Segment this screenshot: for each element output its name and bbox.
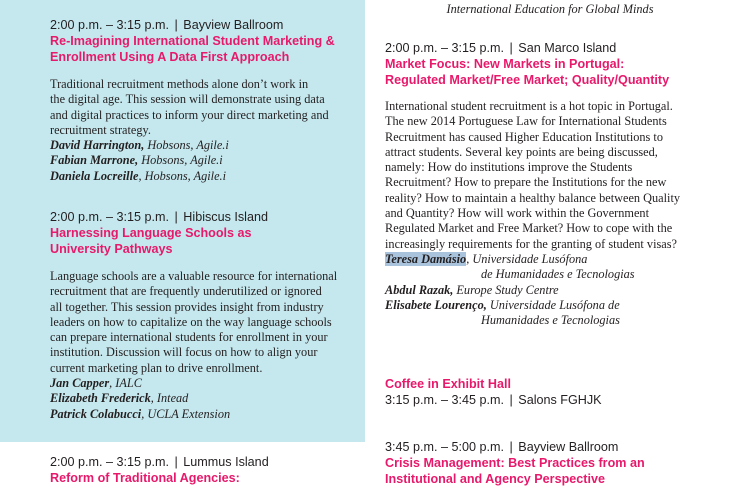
session-description xyxy=(385,99,715,252)
speaker-name: Fabian Marrone, xyxy=(50,153,139,168)
speaker-org: , Universidade Lusófona xyxy=(466,251,588,266)
break-block xyxy=(385,376,715,408)
speaker-org-continued: de Humanidades e Tecnologias xyxy=(481,267,635,282)
session-title-line: Institutional and Agency Perspective xyxy=(385,472,605,486)
speaker xyxy=(50,153,355,168)
description-line: The new 2014 Portuguese Law for International Students xyxy=(385,114,667,129)
speaker-list xyxy=(50,138,355,184)
description-line: namely: How do institutions improve the Students xyxy=(385,160,633,175)
session-location: Hibiscus Island xyxy=(183,210,268,224)
session-title-line: University Pathways xyxy=(50,242,173,256)
description-line: institution. Discussion will focus on how to align your xyxy=(50,345,318,360)
speaker-org: , Hobsons, Agile.i xyxy=(138,168,227,183)
speaker-org: Universidade Lusófona de xyxy=(486,297,620,312)
speaker xyxy=(50,407,355,422)
session-time: 2:00 p.m. – 3:15 p.m. xyxy=(385,41,505,55)
session-time-location xyxy=(385,40,715,56)
session-title xyxy=(50,470,355,486)
session-location: Bayview Ballroom xyxy=(518,440,619,454)
speaker-list xyxy=(50,376,355,422)
session-time-location xyxy=(50,454,355,470)
speaker-org: Hobsons, Agile.i xyxy=(144,138,229,153)
session-time: 2:00 p.m. – 3:15 p.m. xyxy=(50,455,170,469)
description-line: Regulated Market and Free Market? How to cope with the xyxy=(385,221,673,236)
speaker xyxy=(50,169,355,184)
speaker-name: Jan Capper xyxy=(50,376,110,391)
speaker-name-highlighted[interactable]: Teresa Damásio xyxy=(385,251,467,266)
session-title-line: Regulated Market/Free Market; Quality/Quantity xyxy=(385,73,670,87)
session-description xyxy=(50,77,355,138)
description-line: leaders on how to capitalize on the way language schools xyxy=(50,314,332,329)
speaker-list xyxy=(385,252,715,328)
speaker-name: Elizabeth Frederick xyxy=(50,391,151,406)
description-line: and Quantity? How will work within the Government xyxy=(385,206,649,221)
speaker xyxy=(385,252,715,267)
break-title: Coffee in Exhibit Hall xyxy=(385,377,511,391)
session-description xyxy=(50,269,355,376)
break-time: 3:15 p.m. – 3:45 p.m. xyxy=(385,393,505,407)
description-line: Recruitment has caused Higher Education Institutions to xyxy=(385,129,663,144)
session-title-line: Crisis Management: Best Practices from an xyxy=(385,456,645,470)
speaker-org: , Intead xyxy=(150,391,189,406)
description-line: all together. This session provides insight from industry xyxy=(50,299,324,314)
speaker xyxy=(385,298,715,313)
session-block xyxy=(385,40,715,328)
speaker-name: Abdul Razak, xyxy=(385,282,454,297)
description-line: recruitment strategy. xyxy=(50,122,151,137)
session-time: 2:00 p.m. – 3:15 p.m. xyxy=(50,18,170,32)
speaker xyxy=(385,283,715,298)
description-line: Traditional recruitment methods alone don’t work in xyxy=(50,77,309,91)
session-title-line: Harnessing Language Schools as xyxy=(50,226,252,240)
speaker-name: Daniela Locreille xyxy=(50,168,139,183)
session-block xyxy=(50,209,355,422)
speaker-name: Patrick Colabucci xyxy=(50,406,142,421)
speaker-org: , UCLA Extension xyxy=(141,406,231,421)
session-title-line: Reform of Traditional Agencies: xyxy=(50,471,240,485)
speaker-name: Elisabete Lourenço, xyxy=(385,297,487,312)
separator: | xyxy=(174,18,178,32)
page-header-tagline: International Education for Global Minds xyxy=(446,2,654,16)
session-time: 3:45 p.m. – 5:00 p.m. xyxy=(385,440,505,454)
session-title-line: Enrollment Using A Data First Approach xyxy=(50,50,290,64)
description-line: and digital practices to inform your direct marketing and xyxy=(50,107,329,122)
description-line: Recruitment? How to prepare the Institutions for the new xyxy=(385,175,667,190)
session-time-location xyxy=(50,209,355,225)
separator: | xyxy=(509,393,513,407)
session-location: Lummus Island xyxy=(183,455,269,469)
speaker-org: Hobsons, Agile.i xyxy=(138,153,223,168)
speaker-org: Europe Study Centre xyxy=(453,282,559,297)
separator: | xyxy=(509,440,513,454)
speaker xyxy=(50,376,355,391)
session-time-location xyxy=(385,439,715,455)
description-line: attract students. Several key points are being discussed, xyxy=(385,144,658,159)
session-location: Bayview Ballroom xyxy=(183,18,284,32)
speaker-org-continued: Humanidades e Tecnologias xyxy=(481,313,620,328)
separator: | xyxy=(174,210,178,224)
session-location: San Marco Island xyxy=(518,41,617,55)
separator: | xyxy=(509,41,513,55)
session-block xyxy=(50,17,355,184)
session-title xyxy=(50,225,355,257)
speaker xyxy=(50,138,355,153)
speaker-name: David Harrington, xyxy=(50,138,145,153)
description-line: current marketing plan to drive enrollment. xyxy=(50,360,263,375)
speaker-org: , IALC xyxy=(109,376,142,391)
session-title xyxy=(385,56,715,88)
session-block xyxy=(385,439,715,487)
description-line: Language schools are a valuable resource for international xyxy=(50,269,338,283)
separator: | xyxy=(174,455,178,469)
description-line: can prepare international students for enrollment in your xyxy=(50,330,328,345)
description-line: increasingly requirements for the granting of student visas? xyxy=(385,236,677,251)
break-time-location xyxy=(385,392,715,408)
description-line: the digital age. This session will demonstrate using data xyxy=(50,92,325,107)
session-time: 2:00 p.m. – 3:15 p.m. xyxy=(50,210,170,224)
description-line: reality? How to maintain a healthy balance between Quality xyxy=(385,190,681,205)
speaker xyxy=(50,391,355,406)
session-title-line: Re-Imagining International Student Marketing & xyxy=(50,34,335,48)
session-title-line: Market Focus: New Markets in Portugal: xyxy=(385,57,625,71)
session-time-location xyxy=(50,17,355,33)
session-title xyxy=(385,455,715,487)
break-location: Salons FGHJK xyxy=(518,393,602,407)
description-line: International student recruitment is a hot topic in Portugal. xyxy=(385,99,673,113)
description-line: recruitment that are frequently underutilized or ignored xyxy=(50,284,322,299)
session-title xyxy=(50,33,355,65)
session-block xyxy=(50,454,355,486)
